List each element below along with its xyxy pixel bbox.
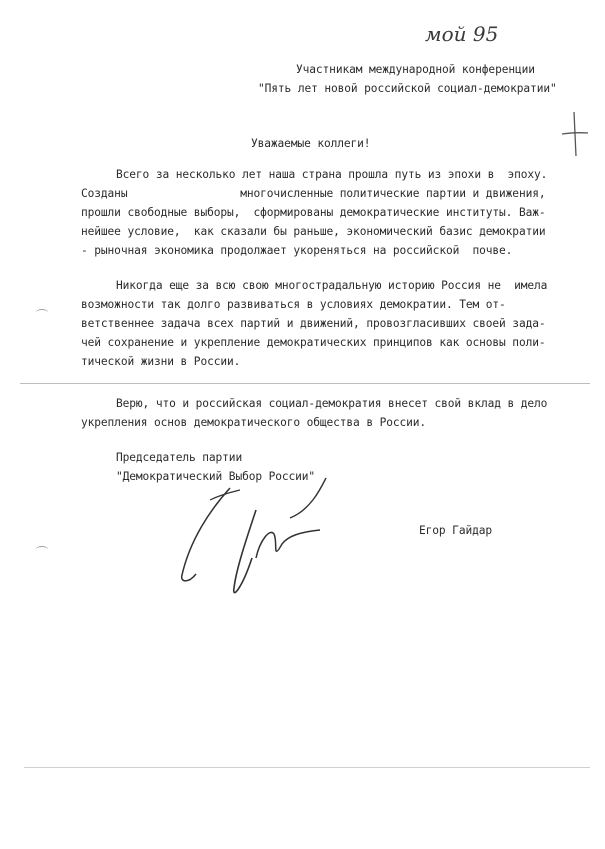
signatory-name: Егор Гайдар — [419, 524, 492, 537]
paragraph-line: Верю, что и российская социал-демократия внесет свой вклад в дело — [116, 397, 548, 410]
handwritten-signature — [170, 470, 350, 610]
paragraph-line: тической жизни в России. — [81, 355, 241, 368]
salutation: Уважаемые коллеги! — [251, 137, 371, 150]
paragraph-line: укрепления основ демократического общества в России. — [81, 416, 427, 429]
paragraph-line: ветственнее задача всех партий и движений, провозгласивших своей зада- — [81, 317, 546, 330]
punch-mark-top — [36, 309, 48, 316]
paragraph-line: Никогда еще за всю свою многострадальную историю Россия не имела — [116, 279, 548, 292]
paragraph-line: чей сохранение и укрепление демократических принципов как основы поли- — [81, 336, 546, 349]
paragraph-line: - рыночная экономика продолжает укореняться на российской почве. — [81, 244, 513, 257]
paragraph-line: Всего за несколько лет наша страна прошла путь из эпохи в эпоху. — [116, 168, 548, 181]
paragraph-line: Созданы многочисленные политические партии и движения, — [81, 187, 546, 200]
paragraph-line: нейшее условие, как сказали бы раньше, экономический базис демократии — [81, 225, 546, 238]
paragraph-line: возможности так долго развиваться в условиях демократии. Тем от- — [81, 298, 506, 311]
signatory-title-2: "Демократический Выбор России" — [116, 470, 316, 483]
handwritten-plus-mark — [560, 110, 590, 160]
paragraph-line: прошли свободные выборы, сформированы демократические институты. Важ- — [81, 206, 546, 219]
fold-line — [20, 383, 590, 384]
signatory-title-1: Председатель партии — [116, 451, 243, 464]
punch-mark-bottom — [36, 546, 48, 553]
handwritten-annotation: мой 95 — [425, 22, 499, 46]
bottom-rule — [24, 767, 590, 768]
header-line-2: "Пять лет новой российской социал-демократии" — [258, 82, 557, 95]
header-line-1: Участникам международной конференции — [296, 63, 535, 76]
